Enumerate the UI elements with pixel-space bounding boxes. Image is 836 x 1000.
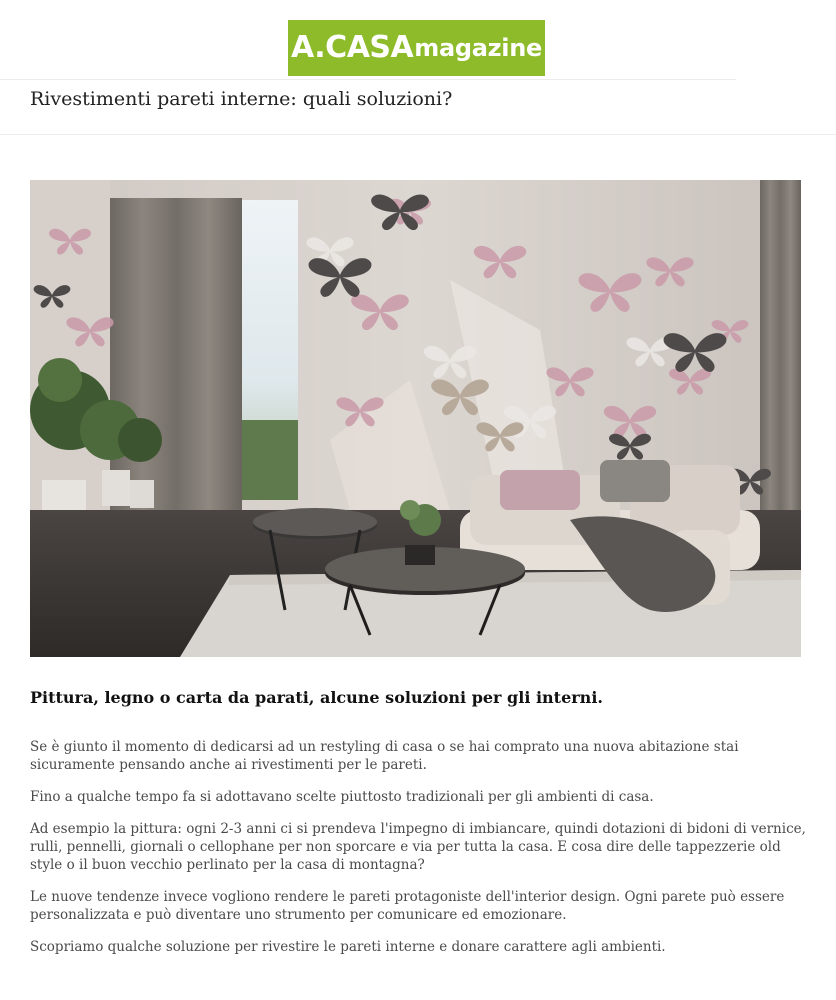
header-divider xyxy=(0,79,736,80)
title-divider xyxy=(0,134,836,135)
article-paragraph: Se è giunto il momento di dedicarsi ad un restyling di casa o se hai comprato una nuova abitazione stai sicuramente pensando anche ai rivestimenti per le pareti. xyxy=(30,739,739,773)
logo-main-text: A.CASA xyxy=(291,30,414,65)
site-logo[interactable] xyxy=(288,20,545,76)
article-paragraph: Le nuove tendenze invece vogliono rendere le pareti protagoniste dell'interior design. Ogni parete può essere personalizzata e può diventare uno strumento per comunicare ed emozionare. xyxy=(30,889,785,923)
hero-image xyxy=(30,180,801,657)
site-header xyxy=(0,0,836,78)
article-paragraph: Fino a qualche tempo fa si adottavano scelte piuttosto tradizionali per gli ambienti di casa. xyxy=(30,789,654,805)
logo-sub-text: magazine xyxy=(414,34,542,62)
article-paragraph: Scopriamo qualche soluzione per rivestire le pareti interne e donare carattere agli ambienti. xyxy=(30,939,666,955)
page-title: Rivestimenti pareti interne: quali soluzioni? xyxy=(30,88,453,110)
article-paragraph: Ad esempio la pittura: ogni 2-3 anni ci si prendeva l'impegno di imbiancare, quindi dotazioni di bidoni di vernice, rulli, pennelli, giornali o cellophane per non sporcare e via per tutta la casa. E cosa dire delle tappezzerie old style o il buon vecchio perlinato per la casa di montagna? xyxy=(30,821,806,873)
article-body xyxy=(30,738,806,970)
article-subheading: Pittura, legno o carta da parati, alcune soluzioni per gli interni. xyxy=(30,688,603,707)
